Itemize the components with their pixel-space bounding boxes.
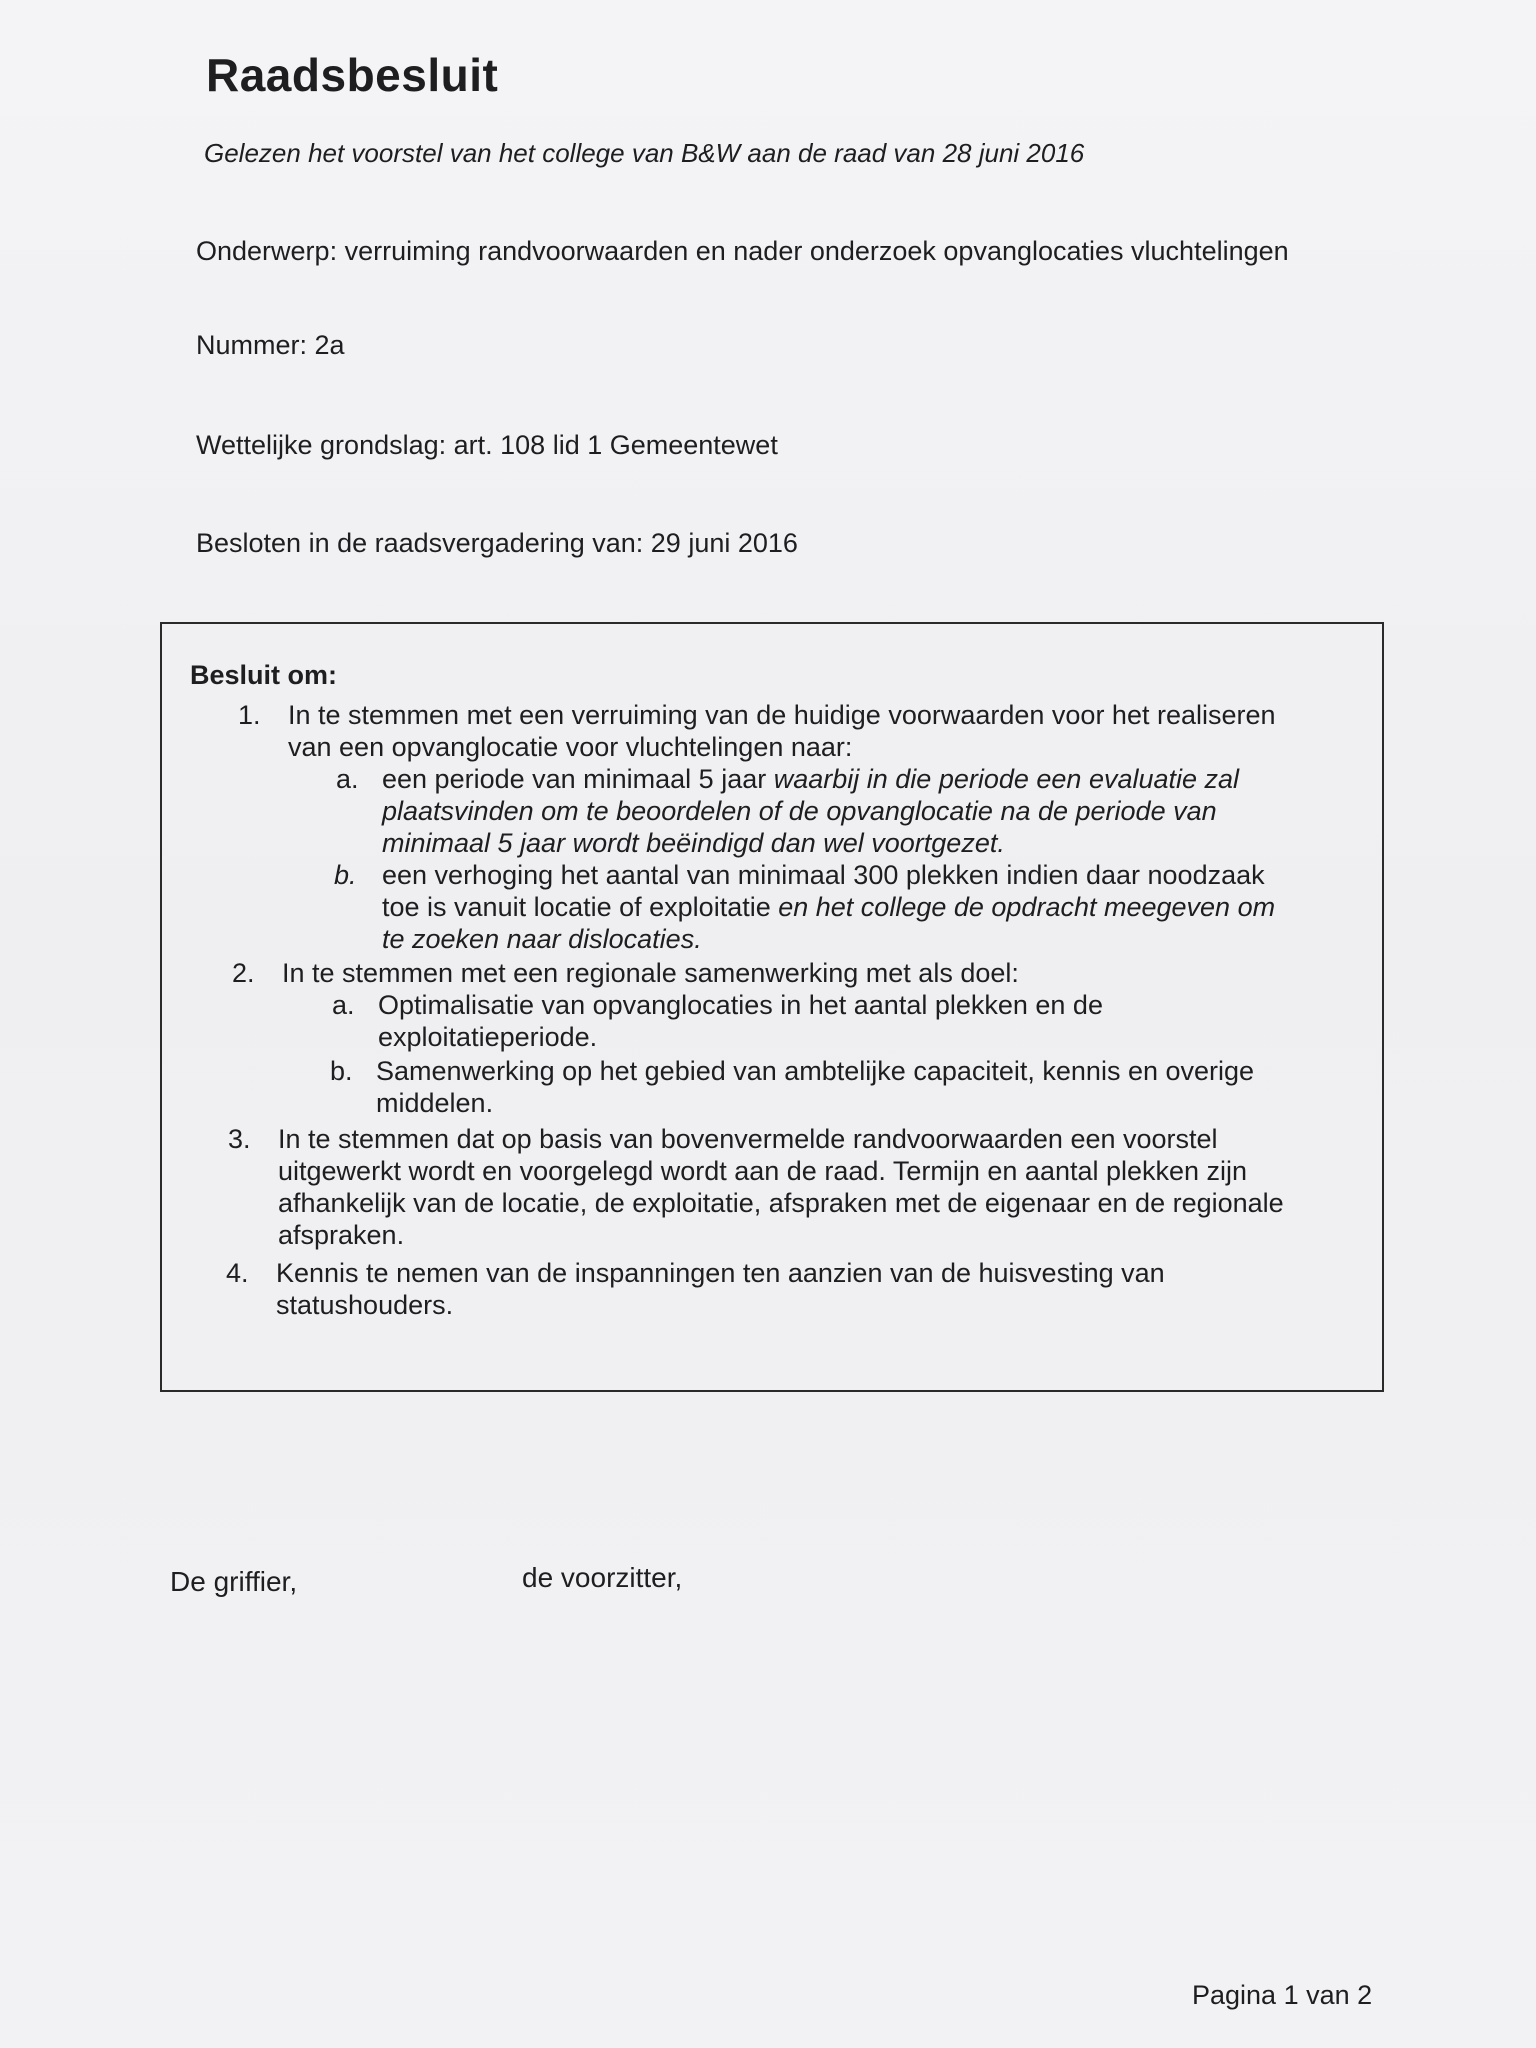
item-2a-line-1: Optimalisatie van opvanglocaties in het aantal plekken en de — [378, 990, 1103, 1020]
item-2b-line-2: middelen. — [376, 1088, 494, 1118]
item-1b-line-2-italic: en het college de opdracht meegeven om — [778, 892, 1276, 922]
item-2-line-1: In te stemmen met een regionale samenwerking met als doel: — [282, 958, 1019, 988]
item-2a-marker: a. — [332, 990, 355, 1020]
item-4-line-1: Kennis te nemen van de inspanningen ten aanzien van de huisvesting van — [276, 1258, 1165, 1288]
page-number: Pagina 1 van 2 — [1192, 1980, 1373, 2010]
signature-voorzitter: de voorzitter, — [522, 1562, 683, 1593]
item-4-number: 4. — [226, 1258, 249, 1288]
item-1a-line-1-italic: waarbij in die periode een evaluatie zal — [773, 764, 1240, 794]
item-2a-line-2: exploitatieperiode. — [378, 1022, 598, 1052]
item-3-line-2: uitgewerkt wordt en voorgelegd wordt aan de raad. Termijn en aantal plekken zijn — [278, 1156, 1248, 1186]
document-title: Raadsbesluit — [206, 49, 499, 101]
item-1a-line-1 — [382, 764, 1239, 795]
item-1b-marker: b. — [334, 860, 357, 890]
item-4-line-2: statushouders. — [276, 1290, 454, 1320]
item-1a-line-3: minimaal 5 jaar wordt beëindigd dan wel voortgezet. — [382, 828, 1005, 858]
meta-onderwerp: Onderwerp: verruiming randvoorwaarden en nader onderzoek opvanglocaties vluchtelingen — [196, 236, 1289, 266]
item-1b-line-3: te zoeken naar dislocaties. — [382, 924, 702, 954]
document-subtitle: Gelezen het voorstel van het college van B&W aan de raad van 28 juni 2016 — [204, 138, 1085, 168]
item-1-line-1: In te stemmen met een verruiming van de huidige voorwaarden voor het realiseren — [288, 700, 1276, 730]
item-1-number: 1. — [238, 700, 261, 730]
item-2b-marker: b. — [330, 1056, 353, 1086]
item-1a-line-2: plaatsvinden om te beoordelen of de opvanglocatie na de periode van — [382, 796, 1217, 826]
meta-nummer: Nummer: 2a — [196, 330, 345, 360]
meta-grondslag: Wettelijke grondslag: art. 108 lid 1 Gemeentewet — [196, 430, 778, 460]
meta-besloten: Besloten in de raadsvergadering van: 29 juni 2016 — [196, 528, 798, 558]
item-1a-line-1-plain: een periode van minimaal 5 jaar — [382, 764, 774, 794]
item-3-line-4: afspraken. — [278, 1220, 405, 1250]
item-3-line-3: afhankelijk van de locatie, de exploitatie, afspraken met de eigenaar en de regionale — [278, 1188, 1284, 1218]
item-1a-marker: a. — [336, 764, 359, 794]
item-1b-line-1: een verhoging het aantal van minimaal 300 plekken indien daar noodzaak — [382, 860, 1265, 890]
signature-griffier: De griffier, — [170, 1566, 298, 1597]
item-1b-line-2 — [382, 892, 1275, 923]
item-3-number: 3. — [228, 1124, 251, 1154]
item-1-line-2: van een opvanglocatie voor vluchtelingen naar: — [288, 732, 853, 762]
item-2b-line-1: Samenwerking op het gebied van ambtelijke capaciteit, kennis en overige — [376, 1056, 1255, 1086]
item-2-number: 2. — [232, 958, 255, 988]
item-3-line-1: In te stemmen dat op basis van bovenvermelde randvoorwaarden een voorstel — [278, 1124, 1218, 1154]
item-1b-line-2-plain: toe is vanuit locatie of exploitatie — [382, 892, 779, 922]
besluit-heading: Besluit om: — [190, 660, 338, 690]
